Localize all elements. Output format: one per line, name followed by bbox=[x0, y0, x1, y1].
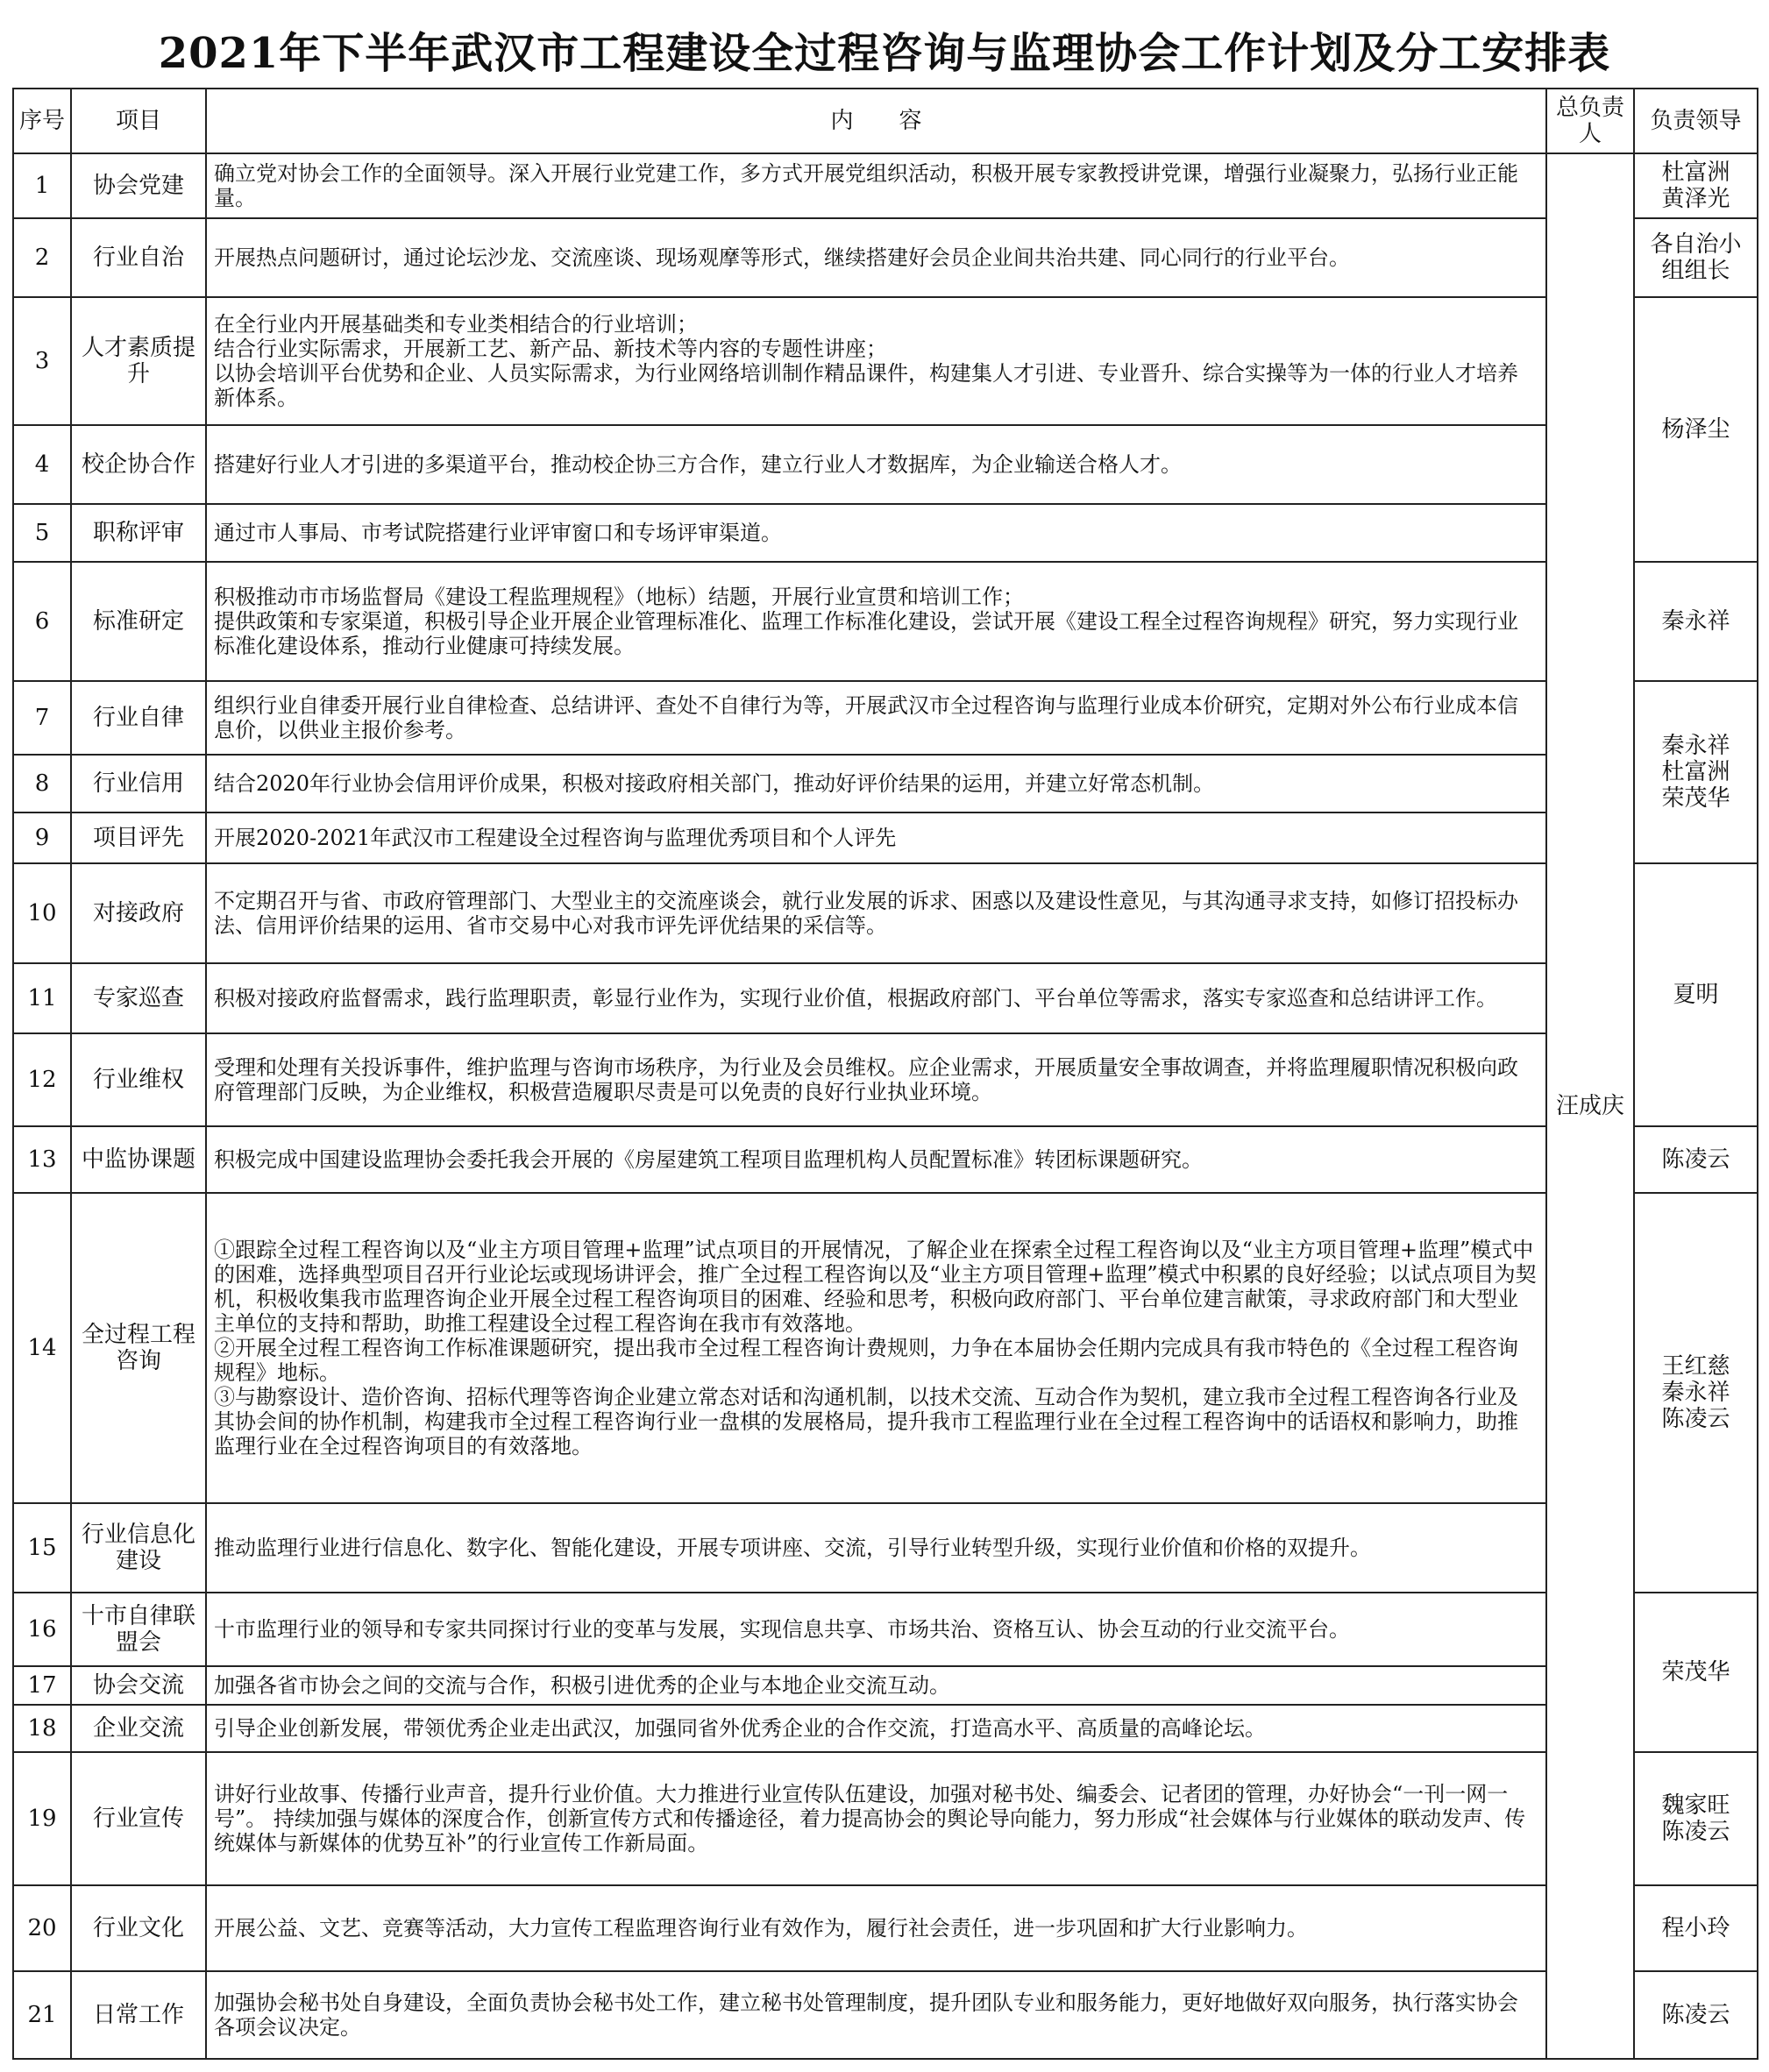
table-row bbox=[13, 1193, 1758, 1503]
table-row bbox=[13, 1666, 1758, 1705]
row-item bbox=[71, 218, 206, 297]
table-row bbox=[13, 963, 1758, 1033]
chief-person: 汪成庆 bbox=[1546, 153, 1634, 2059]
table-row bbox=[13, 504, 1758, 562]
leader-cell: 夏明 bbox=[1634, 863, 1758, 1126]
row-content: 十市监理行业的领导和专家共同探讨行业的变革与发展，实现信息共享、市场共治、资格互认、协会互动的行业交流平台。 bbox=[206, 1593, 1546, 1666]
row-item-label: 协会交流 bbox=[92, 1672, 184, 1699]
row-item bbox=[71, 1126, 206, 1193]
row-content: 通过市人事局、市考试院搭建行业评审窗口和专场评审渠道。 bbox=[206, 504, 1546, 562]
row-item bbox=[71, 1666, 206, 1705]
row-content: 推动监理行业进行信息化、数字化、智能化建设，开展专项讲座、交流，引导行业转型升级，实现行业价值和价格的双提升。 bbox=[206, 1503, 1546, 1593]
row-item-label: 职称评审 bbox=[92, 520, 184, 546]
table-row bbox=[13, 218, 1758, 297]
row-item bbox=[71, 812, 206, 863]
row-item-label: 对接政府 bbox=[92, 900, 184, 926]
table-row bbox=[13, 425, 1758, 504]
row-item bbox=[71, 1593, 206, 1666]
row-number: 19 bbox=[13, 1752, 71, 1885]
header-leader: 负责领导 bbox=[1634, 89, 1758, 153]
row-number: 2 bbox=[13, 218, 71, 297]
leader-cell: 杜富洲 黄泽光 bbox=[1634, 153, 1758, 218]
row-item-label: 协会党建 bbox=[92, 173, 184, 199]
table-row bbox=[13, 1752, 1758, 1885]
row-number: 13 bbox=[13, 1126, 71, 1193]
row-item bbox=[71, 1705, 206, 1752]
row-number: 8 bbox=[13, 755, 71, 812]
table-row bbox=[13, 153, 1758, 218]
row-item bbox=[71, 1971, 206, 2059]
row-number: 12 bbox=[13, 1033, 71, 1126]
row-content: 确立党对协会工作的全面领导。深入开展行业党建工作，多方式开展党组织活动，积极开展专家教授讲党课，增强行业凝聚力，弘扬行业正能量。 bbox=[206, 153, 1546, 218]
row-item-label: 项目评先 bbox=[92, 825, 184, 851]
leader-cell: 程小玲 bbox=[1634, 1885, 1758, 1971]
leader-cell: 秦永祥 杜富洲 荣茂华 bbox=[1634, 681, 1758, 863]
row-number: 6 bbox=[13, 562, 71, 681]
row-item-label: 行业信息化建设 bbox=[81, 1522, 195, 1574]
row-content: 引导企业创新发展，带领优秀企业走出武汉，加强同省外优秀企业的合作交流，打造高水平、高质量的高峰论坛。 bbox=[206, 1705, 1546, 1752]
leader-names: 各自治小组组长 bbox=[1650, 231, 1742, 284]
table-row bbox=[13, 1503, 1758, 1593]
row-item bbox=[71, 297, 206, 425]
row-item-label: 行业信用 bbox=[92, 770, 184, 797]
header-content: 内 容 bbox=[206, 89, 1546, 153]
row-number: 15 bbox=[13, 1503, 71, 1593]
row-item-label: 中监协课题 bbox=[81, 1146, 195, 1173]
row-item bbox=[71, 1503, 206, 1593]
row-content: 不定期召开与省、市政府管理部门、大型业主的交流座谈会，就行业发展的诉求、困惑以及建设性意见，与其沟通寻求支持，如修订招投标办法、信用评价结果的运用、省市交易中心对我市评先评优结果的采信等。 bbox=[206, 863, 1546, 963]
leader-cell: 王红慈 秦永祥 陈凌云 bbox=[1634, 1193, 1758, 1593]
row-content: 在全行业内开展基础类和专业类相结合的行业培训； 结合行业实际需求，开展新工艺、新产品、新技术等内容的专题性讲座； 以协会培训平台优势和企业、人员实际需求，为行业网络培训制作精品课件，构建集人才引进、专业晋升、综合实操等为一体的行业人才培养新体系。 bbox=[206, 297, 1546, 425]
table-row bbox=[13, 863, 1758, 963]
row-content: 加强协会秘书处自身建设，全面负责协会秘书处工作，建立秘书处管理制度，提升团队专业和服务能力，更好地做好双向服务，执行落实协会各项会议决定。 bbox=[206, 1971, 1546, 2059]
table-row bbox=[13, 812, 1758, 863]
row-item-label: 行业宣传 bbox=[92, 1806, 184, 1832]
row-content: 结合2020年行业协会信用评价成果，积极对接政府相关部门，推动好评价结果的运用，并建立好常态机制。 bbox=[206, 755, 1546, 812]
row-content: 积极对接政府监督需求，践行监理职责，彰显行业作为，实现行业价值，根据政府部门、平台单位等需求，落实专家巡查和总结讲评工作。 bbox=[206, 963, 1546, 1033]
row-item bbox=[71, 863, 206, 963]
row-number: 14 bbox=[13, 1193, 71, 1503]
row-number: 1 bbox=[13, 153, 71, 218]
table-row bbox=[13, 1705, 1758, 1752]
work-plan-table bbox=[12, 88, 1758, 2060]
row-number: 18 bbox=[13, 1705, 71, 1752]
row-content: 搭建好行业人才引进的多渠道平台，推动校企协三方合作，建立行业人才数据库，为企业输送合格人才。 bbox=[206, 425, 1546, 504]
row-content: 开展热点问题研讨，通过论坛沙龙、交流座谈、现场观摩等形式，继续搭建好会员企业间共治共建、同心同行的行业平台。 bbox=[206, 218, 1546, 297]
leader-cell: 魏家旺 陈凌云 bbox=[1634, 1752, 1758, 1885]
row-item-label: 标准研定 bbox=[92, 608, 184, 635]
row-content: 组织行业自律委开展行业自律检查、总结讲评、查处不自律行为等，开展武汉市全过程咨询与监理行业成本价研究，定期对外公布行业成本信息价，以供业主报价参考。 bbox=[206, 681, 1546, 755]
row-content: 加强各省市协会之间的交流与合作，积极引进优秀的企业与本地企业交流互动。 bbox=[206, 1666, 1546, 1705]
row-item-label: 专家巡查 bbox=[92, 985, 184, 1011]
leader-cell: 荣茂华 bbox=[1634, 1593, 1758, 1752]
row-item-label: 行业自律 bbox=[92, 705, 184, 731]
row-content: 讲好行业故事、传播行业声音，提升行业价值。大力推进行业宣传队伍建设，加强对秘书处、编委会、记者团的管理，办好协会“一刊一网一号”。 持续加强与媒体的深度合作，创新宣传方式和传播途径，着力提高协会的舆论导向能力，努力形成“社会媒体与行业媒体的联动发声、传统媒体与新媒体的优势互补”的行业宣传工作新局面。 bbox=[206, 1752, 1546, 1885]
row-content: 受理和处理有关投诉事件，维护监理与咨询市场秩序，为行业及会员维权。应企业需求，开展质量安全事故调查，并将监理履职情况积极向政府管理部门反映，为企业维权，积极营造履职尽责是可以免责的良好行业执业环境。 bbox=[206, 1033, 1546, 1126]
row-item-label: 行业维权 bbox=[92, 1067, 184, 1093]
row-item-label: 日常工作 bbox=[92, 2002, 184, 2028]
row-number: 4 bbox=[13, 425, 71, 504]
leader-cell bbox=[1634, 218, 1758, 297]
row-number: 21 bbox=[13, 1971, 71, 2059]
table-row bbox=[13, 755, 1758, 812]
table-row bbox=[13, 1033, 1758, 1126]
row-item bbox=[71, 153, 206, 218]
row-content: ①跟踪全过程工程咨询以及“业主方项目管理+监理”试点项目的开展情况，了解企业在探索全过程工程咨询以及“业主方项目管理+监理”模式中的困难，选择典型项目召开行业论坛或现场讲评会，推广全过程工程咨询以及“业主方项目管理+监理”模式中积累的良好经验；以试点项目为契机，积极收集我市监理咨询企业开展全过程工程咨询项目的困难、经验和思考，积极向政府部门、平台单位建言献策，寻求政府部门和大型业主单位的支持和帮助，助推工程建设全过程工程咨询在我市有效落地。 ②开展全过程工程咨询工作标准课题研究，提出我市全过程工程咨询计费规则，力争在本届协会任期内完成具有我市特色的《全过程工程咨询规程》地标。 ③与勘察设计、造价咨询、招标代理等咨询企业建立常态对话和沟通机制，以技术交流、互动合作为契机，建立我市全过程工程咨询各行业及其协会间的协作机制，构建我市全过程工程咨询行业一盘棋的发展格局，提升我市工程监理行业在全过程工程咨询中的话语权和影响力，助推监理行业在全过程咨询项目的有效落地。 bbox=[206, 1193, 1546, 1503]
row-number: 11 bbox=[13, 963, 71, 1033]
row-number: 7 bbox=[13, 681, 71, 755]
row-item bbox=[71, 1193, 206, 1503]
row-item bbox=[71, 681, 206, 755]
header-item: 项目 bbox=[71, 89, 206, 153]
row-item-label: 行业文化 bbox=[92, 1915, 184, 1941]
table-row bbox=[13, 1971, 1758, 2059]
table-header-row bbox=[13, 89, 1758, 153]
leader-cell: 陈凌云 bbox=[1634, 1126, 1758, 1193]
row-item-label: 全过程工程咨询 bbox=[81, 1322, 195, 1374]
row-item bbox=[71, 504, 206, 562]
table-row bbox=[13, 562, 1758, 681]
row-item bbox=[71, 1752, 206, 1885]
row-item-label: 十市自律联盟会 bbox=[81, 1603, 195, 1656]
row-item-label: 人才素质提升 bbox=[81, 335, 195, 387]
table-row bbox=[13, 1126, 1758, 1193]
row-content: 积极推动市市场监督局《建设工程监理规程》（地标）结题，开展行业宣贯和培训工作； 提供政策和专家渠道，积极引导企业开展企业管理标准化、监理工作标准化建设，尝试开展《建设工程全过程咨询规程》研究，努力实现行业标准化建设体系，推动行业健康可持续发展。 bbox=[206, 562, 1546, 681]
row-number: 10 bbox=[13, 863, 71, 963]
row-item-label: 企业交流 bbox=[92, 1715, 184, 1742]
page-title: 2021年下半年武汉市工程建设全过程咨询与监理协会工作计划及分工安排表 bbox=[158, 29, 1611, 78]
row-item bbox=[71, 425, 206, 504]
row-item bbox=[71, 755, 206, 812]
table-row bbox=[13, 1593, 1758, 1666]
row-number: 5 bbox=[13, 504, 71, 562]
table-row bbox=[13, 681, 1758, 755]
row-content: 积极完成中国建设监理协会委托我会开展的《房屋建筑工程项目监理机构人员配置标准》转团标课题研究。 bbox=[206, 1126, 1546, 1193]
row-item bbox=[71, 562, 206, 681]
table-row bbox=[13, 297, 1758, 425]
row-content: 开展公益、文艺、竞赛等活动，大力宣传工程监理咨询行业有效作为，履行社会责任，进一步巩固和扩大行业影响力。 bbox=[206, 1885, 1546, 1971]
row-item bbox=[71, 1885, 206, 1971]
row-content: 开展2020-2021年武汉市工程建设全过程咨询与监理优秀项目和个人评先 bbox=[206, 812, 1546, 863]
header-no: 序号 bbox=[13, 89, 71, 153]
row-number: 17 bbox=[13, 1666, 71, 1705]
row-item-label: 校企协合作 bbox=[81, 451, 195, 478]
row-number: 20 bbox=[13, 1885, 71, 1971]
leader-cell: 杨泽尘 bbox=[1634, 297, 1758, 562]
row-item bbox=[71, 1033, 206, 1126]
row-number: 16 bbox=[13, 1593, 71, 1666]
row-number: 3 bbox=[13, 297, 71, 425]
leader-cell: 陈凌云 bbox=[1634, 1971, 1758, 2059]
row-item bbox=[71, 963, 206, 1033]
row-number: 9 bbox=[13, 812, 71, 863]
header-chief: 总负责人 bbox=[1546, 89, 1634, 153]
row-item-label: 行业自治 bbox=[92, 245, 184, 271]
table-row bbox=[13, 1885, 1758, 1971]
leader-cell: 秦永祥 bbox=[1634, 562, 1758, 681]
